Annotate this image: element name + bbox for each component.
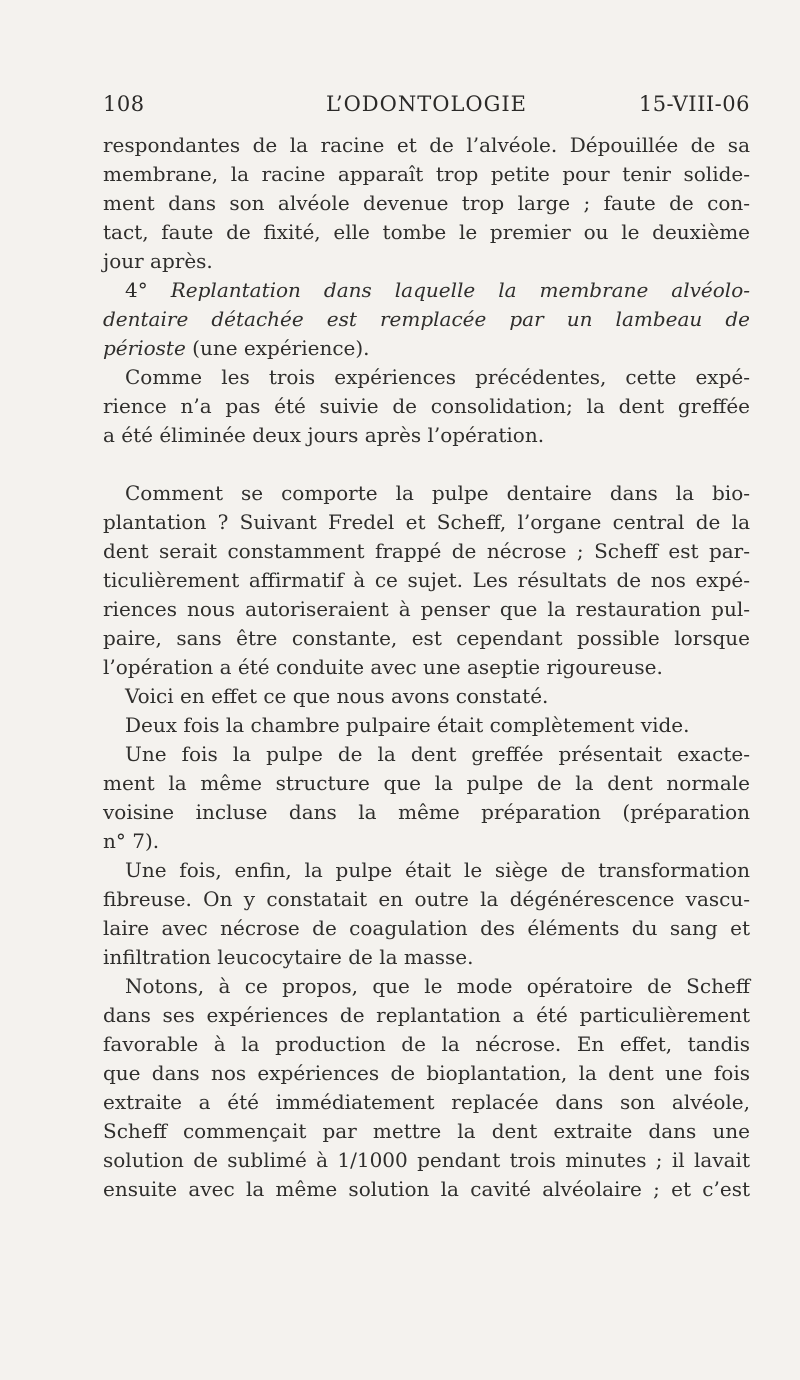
text-line: n° 7). — [103, 829, 160, 853]
text-line: membrane, la racine apparaît trop petite pour tenir solide- — [103, 162, 750, 186]
text-line: Voici en effet ce que nous avons constaté. — [125, 684, 549, 708]
text-line — [103, 276, 750, 305]
text-line: plantation ? Suivant Fredel et Scheff, l’organe central de la — [103, 510, 750, 534]
text-line: infiltration leucocytaire de la masse. — [103, 945, 474, 969]
text-line: paire, sans être constante, est cependant possible lorsque — [103, 626, 750, 650]
text-line: ticulièrement affirmatif à ce sujet. Les résultats de nos expé- — [103, 568, 750, 592]
text-line: solution de sublimé à 1/1000 pendant trois minutes ; il lavait — [103, 1148, 750, 1172]
text-line: dent serait constamment frappé de nécrose ; Scheff est par- — [103, 539, 750, 563]
text-line: voisine incluse dans la même préparation (préparation — [103, 800, 750, 824]
italic-heading-text: dentaire détachée est remplacée par un lambeau de — [103, 307, 750, 331]
text-line: Notons, à ce propos, que le mode opératoire de Scheff — [125, 974, 750, 998]
text-line: ment la même structure que la pulpe de la dent normale — [103, 771, 750, 795]
text-line: ment dans son alvéole devenue trop large ; faute de con- — [103, 191, 750, 215]
italic-heading-text: Replantation dans laquelle la membrane alvéolo- — [170, 278, 750, 302]
running-header — [103, 92, 750, 122]
text-line: riences nous autoriseraient à penser que la restauration pul- — [103, 597, 750, 621]
text-line: Comme les trois expériences précédentes, cette expé- — [125, 365, 750, 389]
text-line: laire avec nécrose de coagulation des éléments du sang et — [103, 916, 750, 940]
text-line — [103, 334, 750, 363]
running-title: L’ODONTOLOGIE — [325, 92, 527, 116]
text-line: ensuite avec la même solution la cavité alvéolaire ; et c’est — [103, 1177, 750, 1201]
text-line: tact, faute de fixité, elle tombe le premier ou le deuxième — [103, 220, 750, 244]
italic-heading-text: périoste — [103, 336, 186, 360]
line-text: (une expérience). — [185, 336, 370, 360]
text-line: l’opération a été conduite avec une aseptie rigoureuse. — [103, 655, 663, 679]
text-line: extraite a été immédiatement replacée dans son alvéole, — [103, 1090, 750, 1114]
text-line: Deux fois la chambre pulpaire était complètement vide. — [125, 713, 690, 737]
line-text: 4° — [125, 278, 171, 302]
text-line — [103, 305, 750, 334]
text-line: que dans nos expériences de bioplantation, la dent une fois — [103, 1061, 750, 1085]
issue-date: 15-VIII-06 — [638, 92, 750, 116]
text-line: Une fois, enfin, la pulpe était le siège de transformation — [125, 858, 750, 882]
text-line: Comment se comporte la pulpe dentaire dans la bio- — [125, 481, 750, 505]
text-line: rience n’a pas été suivie de consolidation; la dent greffée — [103, 394, 750, 418]
text-line: respondantes de la racine et de l’alvéole. Dépouillée de sa — [103, 133, 750, 157]
page-number: 108 — [103, 92, 145, 116]
text-line: jour après. — [103, 249, 213, 273]
text-line: Scheff commençait par mettre la dent extraite dans une — [103, 1119, 750, 1143]
paragraph-gap — [103, 450, 750, 479]
text-line: dans ses expériences de replantation a été particulièrement — [103, 1003, 750, 1027]
text-line: a été éliminée deux jours après l’opération. — [103, 423, 545, 447]
text-line: favorable à la production de la nécrose. En effet, tandis — [103, 1032, 750, 1056]
text-line: Une fois la pulpe de la dent greffée présentait exacte- — [125, 742, 750, 766]
text-line: fibreuse. On y constatait en outre la dégénérescence vascu- — [103, 887, 750, 911]
body-text — [103, 131, 750, 1204]
